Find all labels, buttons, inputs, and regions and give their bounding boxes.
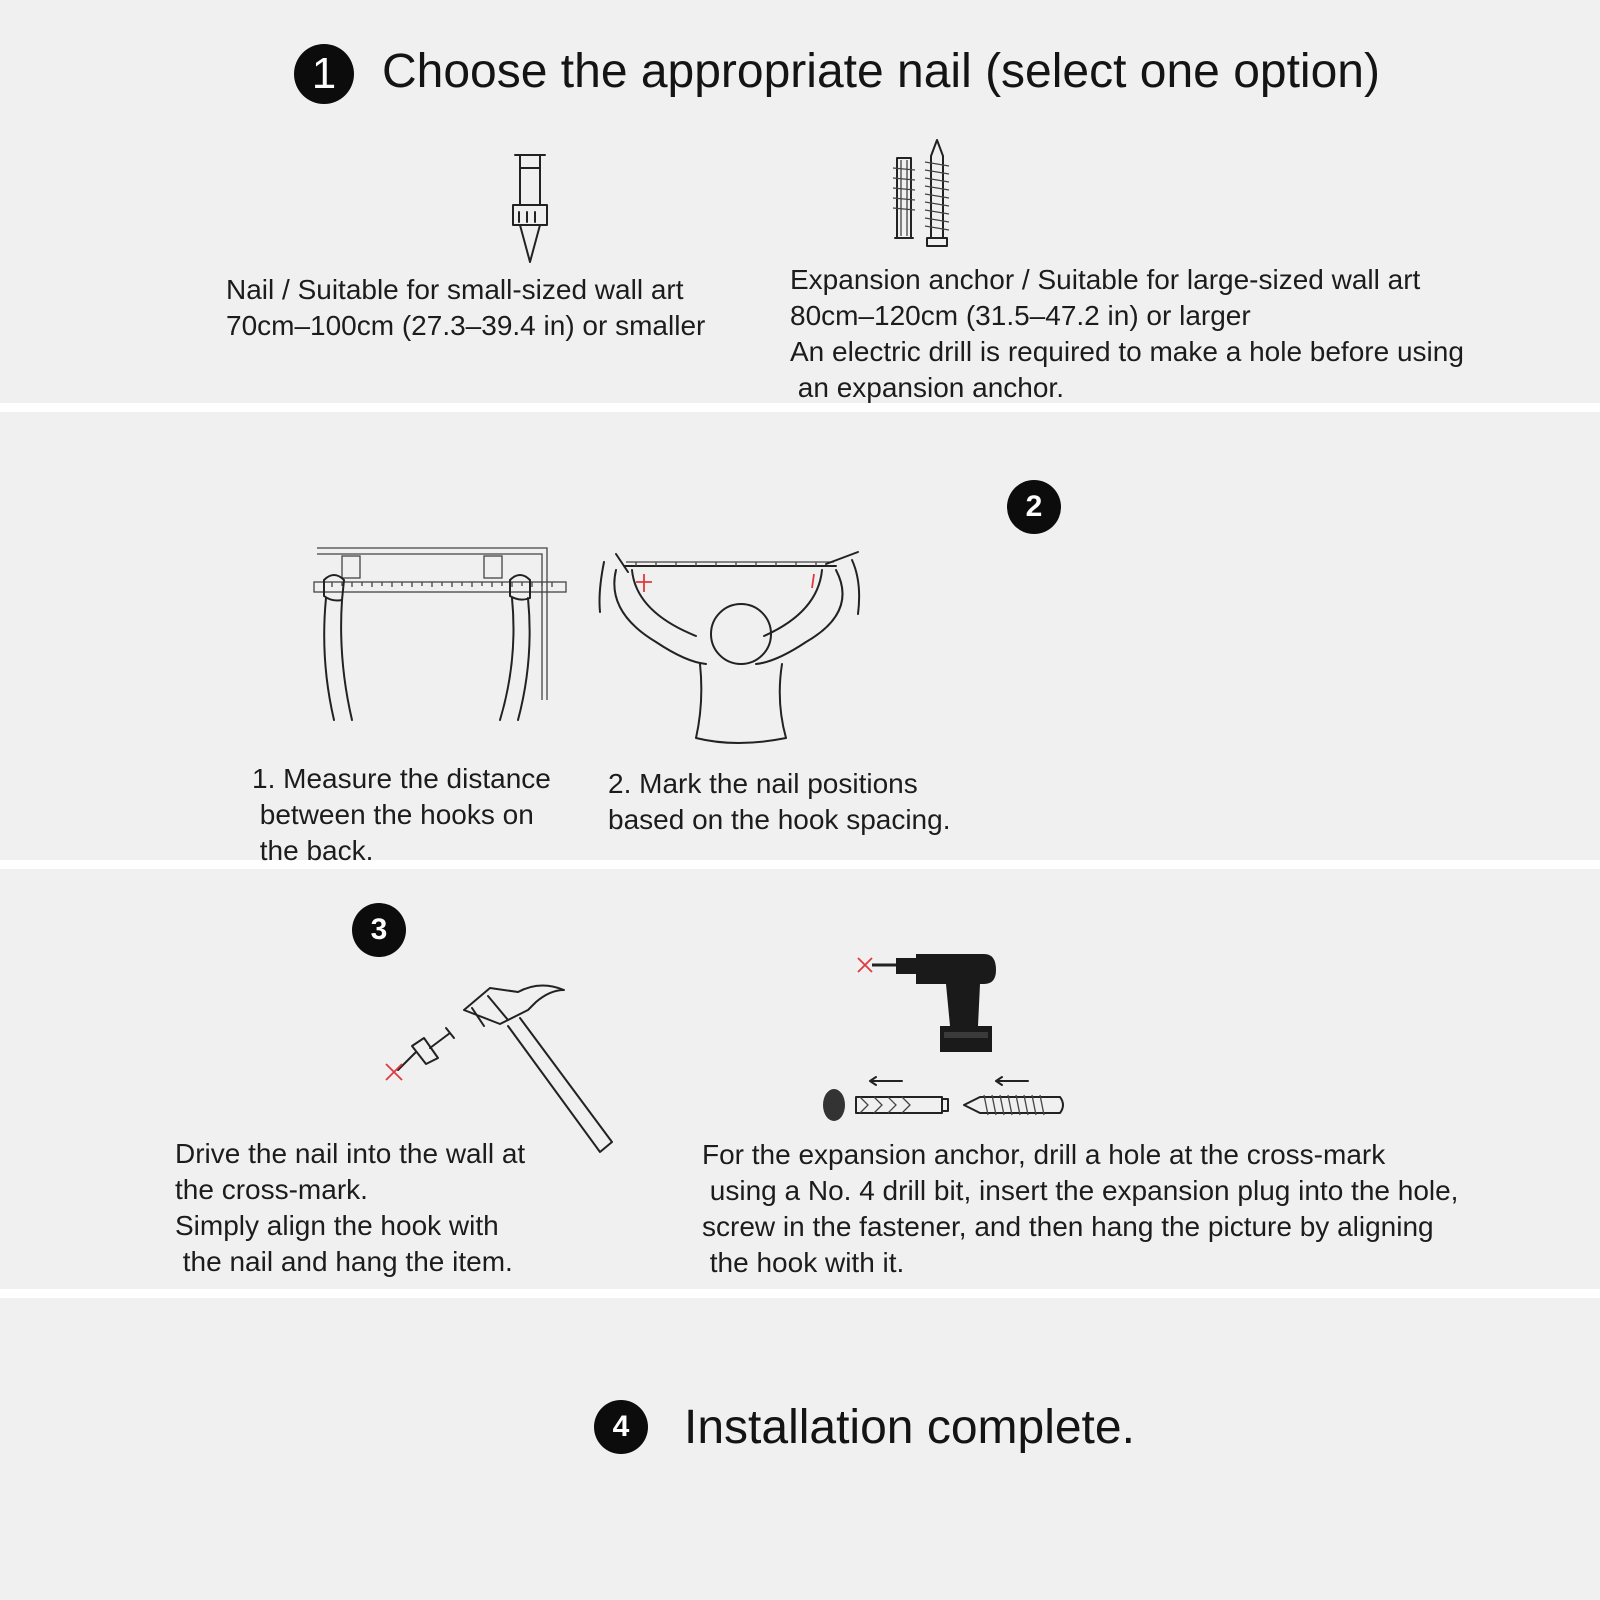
measuring-tape-frame-illustration [312, 540, 572, 730]
step-4-badge: 4 [594, 1400, 648, 1454]
mark-line1: 2. Mark the nail positions [608, 768, 918, 799]
hammer-line1: Drive the nail into the wall at [175, 1138, 526, 1169]
hammer-line3: Simply align the hook with [175, 1210, 499, 1241]
nail-description-line2: 70cm–100cm (27.3–39.4 in) or smaller [226, 310, 706, 341]
expansion-anchor-icon [885, 138, 965, 253]
drill-line4: the hook with it. [702, 1247, 905, 1278]
hammer-line2: the cross-mark. [175, 1174, 368, 1205]
anchor-description-line3: An electric drill is required to make a hole before using [790, 336, 1464, 367]
electric-drill-illustration [850, 950, 1010, 1060]
drill-line1: For the expansion anchor, drill a hole at the cross-mark [702, 1139, 1386, 1170]
measure-line2: between the hooks on [252, 799, 534, 830]
hammer-line4: the nail and hang the item. [175, 1246, 513, 1277]
section-divider [0, 860, 1600, 869]
anchor-description-line4: an expansion anchor. [790, 372, 1064, 403]
person-marking-wall-illustration [596, 552, 876, 762]
anchor-description-line1: Expansion anchor / Suitable for large-sized wall art [790, 264, 1421, 295]
measure-line1: 1. Measure the distance [252, 763, 551, 794]
step-1-heading: Choose the appropriate nail (select one option) [382, 45, 1380, 98]
step-3-badge: 3 [352, 903, 406, 957]
anchor-description-line2: 80cm–120cm (31.5–47.2 in) or larger [790, 300, 1251, 331]
nail-icon [505, 150, 565, 265]
hammer-nail-illustration [380, 980, 620, 1160]
drill-line2: using a No. 4 drill bit, insert the expansion plug into the hole, [702, 1175, 1459, 1206]
anchor-and-screw-illustration [820, 1075, 1070, 1130]
step-2-badge: 2 [1007, 480, 1061, 534]
mark-line2: based on the hook spacing. [608, 804, 951, 835]
drill-line3: screw in the fastener, and then hang the picture by aligning [702, 1211, 1434, 1242]
nail-description-line1: Nail / Suitable for small-sized wall art [226, 274, 684, 305]
step-1-badge: 1 [294, 44, 354, 104]
section-divider [0, 1289, 1600, 1298]
measure-line3: the back. [252, 835, 374, 866]
step-4-heading: Installation complete. [684, 1401, 1135, 1454]
